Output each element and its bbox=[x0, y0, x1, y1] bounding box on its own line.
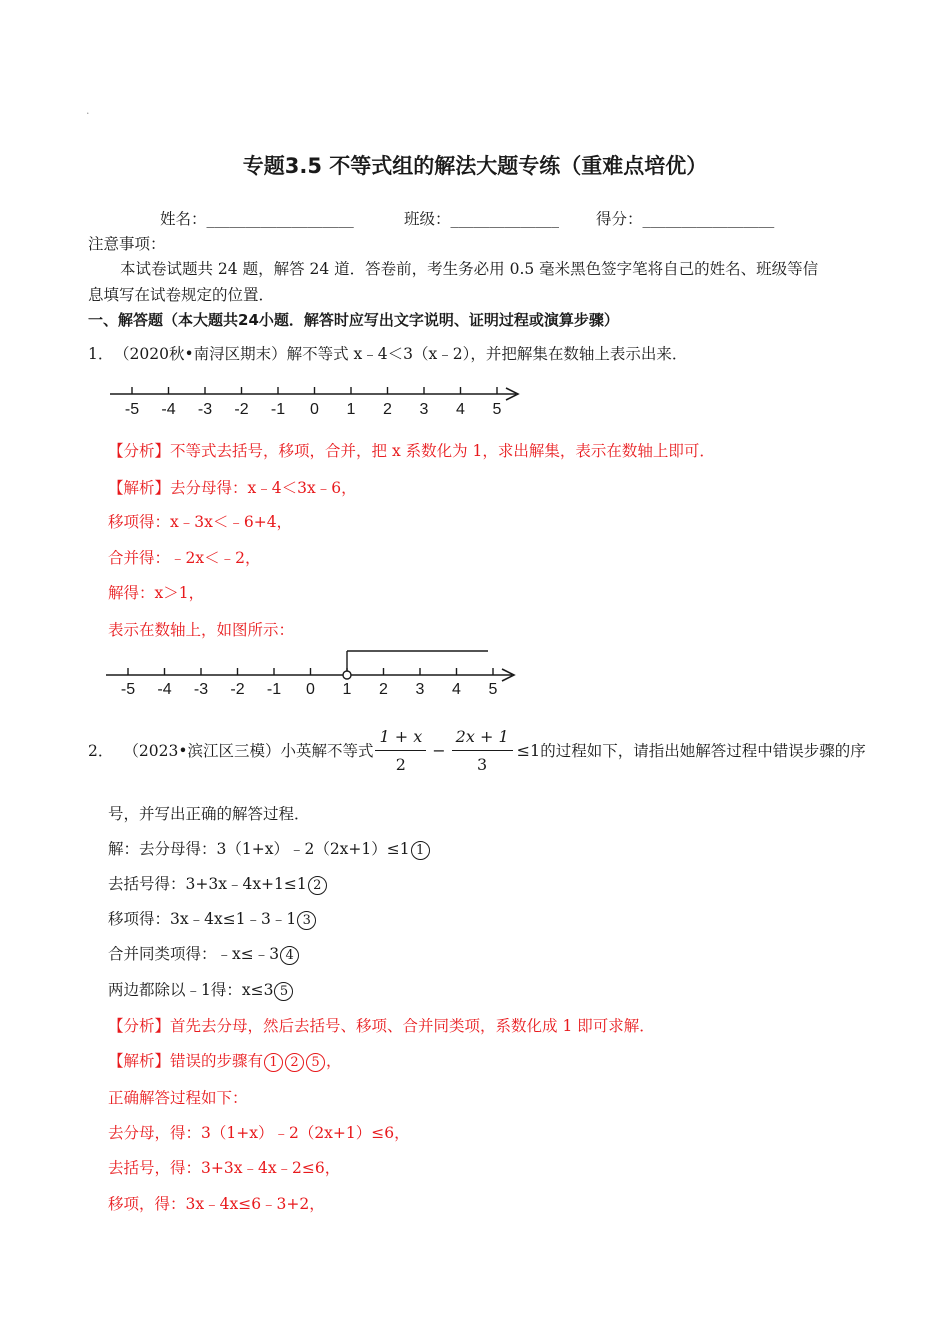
q1-step1: 去分母得：x﹣4＜3x﹣6， bbox=[170, 479, 357, 497]
q2-error-mark-2: 2 bbox=[285, 1053, 304, 1072]
q2-error-mark-1: 1 bbox=[264, 1053, 283, 1072]
q2-leq: ≤1 bbox=[516, 741, 541, 760]
q2-solution-tag: 【解析】 bbox=[108, 1052, 171, 1070]
q2-analysis: 首先去分母，然后去括号、移项、合并同类项，系数化成 1 即可求解． bbox=[170, 1017, 655, 1035]
q1-axis-tick-label: -2 bbox=[234, 401, 249, 418]
q1-solution-axis-tick-label: -2 bbox=[230, 681, 245, 698]
q2-fraction-2 bbox=[452, 727, 513, 775]
q2-step-1-mark: 1 bbox=[411, 841, 430, 860]
q1-axis-tick-label: 1 bbox=[346, 401, 356, 418]
notice-line2: 息填写在试卷规定的位置． bbox=[88, 286, 275, 304]
q2-correct-intro: 正确解答过程如下： bbox=[108, 1089, 248, 1107]
section-heading: 一、解答题（本大题共24小题．解答时应写出文字说明、证明过程或演算步骤） bbox=[88, 311, 619, 329]
q2-correct-step-2: 去括号，得：3+3x﹣4x﹣2≤6， bbox=[108, 1159, 341, 1177]
q2-error-mark-3: 5 bbox=[306, 1053, 325, 1072]
q1-solution-axis-tick-label: -4 bbox=[157, 681, 172, 698]
q1-number: 1． bbox=[88, 345, 114, 363]
notice-line1: 本试卷试题共 24 题，解答 24 道．答卷前，考生务必用 0.5 毫米黑色签字笔将自己的姓名、班级等信 bbox=[120, 260, 819, 278]
corner-dot: . bbox=[86, 104, 90, 117]
class-field-label: 班级：______________ bbox=[404, 210, 560, 228]
q1-solution-open-circle bbox=[343, 671, 351, 679]
q1-step3: 合并得：﹣2x＜﹣2， bbox=[108, 549, 261, 567]
q1-axis-tick-label: -1 bbox=[270, 401, 286, 418]
q1-solution-axis-tick-label: -5 bbox=[120, 681, 136, 698]
q1-step2: 移项得：x﹣3x＜﹣6+4， bbox=[108, 513, 293, 531]
q1-solution-axis-tick-label: 0 bbox=[306, 681, 315, 698]
q1-axis-tick-label: -4 bbox=[161, 401, 176, 418]
q1-step5: 表示在数轴上，如图所示： bbox=[108, 621, 295, 639]
notice-heading: 注意事项： bbox=[88, 235, 166, 253]
q2-fraction-1-numerator: 1 + x bbox=[375, 727, 426, 751]
q2-fraction-1 bbox=[375, 727, 426, 775]
q1-solution-axis-tick-label: 5 bbox=[488, 681, 498, 698]
q1-axis-tick-label: 5 bbox=[492, 401, 502, 418]
q2-step-2-mark: 2 bbox=[308, 876, 327, 895]
q1-axis-tick-label: 2 bbox=[383, 401, 392, 418]
q2-step-4-mark: 4 bbox=[280, 946, 299, 965]
q2-step-5-mark: 5 bbox=[274, 982, 293, 1001]
q1-axis-tick-label: -3 bbox=[197, 401, 213, 418]
q2-stem-prefix: （2023•滨江区三模）小英解不等式 bbox=[123, 742, 374, 760]
q2-fraction-2-numerator: 2x + 1 bbox=[452, 727, 513, 751]
q1-axis-tick-label: 3 bbox=[419, 401, 429, 418]
score-field-label: 得分：_________________ bbox=[596, 210, 775, 228]
q2-step-3-mark: 3 bbox=[297, 911, 316, 930]
q1-solution-number-line bbox=[104, 645, 534, 705]
q2-number: 2． bbox=[88, 742, 114, 760]
q2-correct-step-3: 移项，得：3x﹣4x≤6﹣3+2， bbox=[108, 1195, 325, 1213]
q1-solution-tag: 【解析】 bbox=[108, 479, 171, 497]
q1-solution-axis-tick-label: -1 bbox=[266, 681, 282, 698]
page-title: 专题3.5 不等式组的解法大题专练（重难点培优） bbox=[242, 154, 708, 178]
q1-analysis-tag: 【分析】 bbox=[108, 442, 171, 460]
q2-fraction-2-denominator: 3 bbox=[477, 755, 488, 774]
q2-stem-suffix: 的过程如下，请指出她解答过程中错误步骤的序 bbox=[540, 742, 866, 760]
q1-solution-axis-tick-label: -3 bbox=[193, 681, 209, 698]
q1-axis-tick-label: 0 bbox=[310, 401, 319, 418]
q1-solution-axis-tick-label: 3 bbox=[415, 681, 425, 698]
q2-step-4: 合并同类项得：﹣x≤﹣3 4 bbox=[108, 944, 300, 965]
q1-axis-tick-label: -5 bbox=[124, 401, 140, 418]
q1-solution-axis-tick-label: 2 bbox=[379, 681, 388, 698]
q2-minus-sign: − bbox=[432, 741, 446, 760]
name-field-label: 姓名：___________________ bbox=[160, 210, 354, 228]
q1-axis-tick-label: 4 bbox=[456, 401, 465, 418]
q1-solution-axis-tick-label: 1 bbox=[342, 681, 352, 698]
q2-error-prefix: 错误的步骤有 bbox=[170, 1052, 264, 1070]
q2-stem-line2: 号，并写出正确的解答过程． bbox=[108, 805, 310, 823]
q2-step-5: 两边都除以﹣1得：x≤3 5 bbox=[108, 980, 294, 1001]
q2-step-1: 解：去分母得：3（1+x）﹣2（2x+1）≤1 1 bbox=[108, 839, 431, 860]
q1-solution-axis-tick-label: 4 bbox=[452, 681, 461, 698]
q2-stem-row bbox=[88, 720, 866, 782]
q2-analysis-tag: 【分析】 bbox=[108, 1017, 171, 1035]
q1-analysis: 不等式去括号，移项，合并，把 x 系数化为 1，求出解集，表示在数轴上即可． bbox=[170, 442, 715, 460]
q1-number-line bbox=[104, 382, 534, 422]
q1-step4: 解得：x＞1， bbox=[108, 584, 205, 602]
q2-error-suffix: ， bbox=[326, 1052, 342, 1070]
q2-step-2: 去括号得：3+3x﹣4x+1≤1 2 bbox=[108, 874, 328, 895]
q2-fraction-1-denominator: 2 bbox=[395, 755, 406, 774]
q2-correct-step-1: 去分母，得：3（1+x）﹣2（2x+1）≤6， bbox=[108, 1124, 410, 1142]
q2-step-3: 移项得：3x﹣4x≤1﹣3﹣1 3 bbox=[108, 909, 317, 930]
q1-stem: （2020秋•南浔区期末）解不等式 x﹣4＜3（x﹣2），并把解集在数轴上表示出来． bbox=[114, 345, 688, 363]
